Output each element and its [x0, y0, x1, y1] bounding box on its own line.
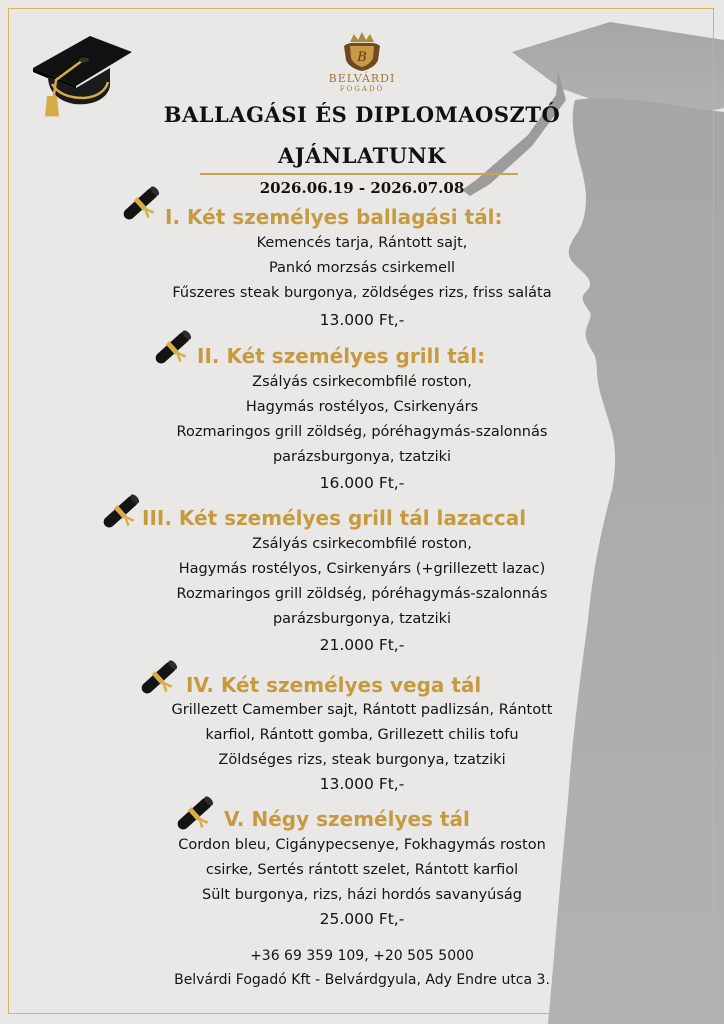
- logo-monogram: B: [357, 50, 367, 65]
- contact-address: Belvárdi Fogadó Kft - Belvárdgyula, Ady Endre utca 3.: [174, 972, 550, 988]
- offer-5-heading: V. Négy személyes tál: [224, 807, 470, 831]
- diploma-scroll-icon: [98, 494, 144, 530]
- offer-3-heading: III. Két személyes grill tál lazaccal: [142, 506, 527, 530]
- offer-4-line-2: karfiol, Rántott gomba, Grillezett chilis tofu: [205, 727, 519, 743]
- date-range: 2026.06.19 - 2026.07.08: [259, 179, 465, 197]
- offer-4-price: 13.000 Ft,-: [319, 775, 405, 793]
- offer-2-heading: II. Két személyes grill tál:: [197, 344, 486, 368]
- brand-name: BELVÁRDI: [328, 72, 396, 85]
- title-line-2: AJÁNLATUNK: [277, 143, 447, 168]
- title-line-1: BALLAGÁSI ÉS DIPLOMAOSZTÓ: [163, 102, 561, 127]
- brand-logo: [312, 28, 412, 94]
- offer-4-line-3: Zöldséges rizs, steak burgonya, tzatziki: [218, 752, 506, 768]
- offer-3-line-3: Rozmaringos grill zöldség, póréhagymás-szalonnás: [176, 586, 548, 602]
- offer-2-line-4: parázsburgonya, tzatziki: [272, 449, 452, 465]
- offer-1-line-3: Fűszeres steak burgonya, zöldséges rizs, friss saláta: [172, 285, 552, 301]
- offer-3-line-2: Hagymás rostélyos, Csirkenyárs (+grillezett lazac): [178, 561, 546, 577]
- offer-5-line-2: csirke, Sertés rántott szelet, Rántott karfiol: [205, 862, 519, 878]
- crest-logo-icon: [340, 28, 384, 72]
- title-divider: [200, 173, 518, 175]
- offer-3-line-4: parázsburgonya, tzatziki: [272, 611, 452, 627]
- offer-2-price: 16.000 Ft,-: [319, 474, 405, 492]
- offer-3-line-1: Zsályás csirkecombfilé roston,: [252, 536, 472, 552]
- offer-5-price: 25.000 Ft,-: [319, 910, 405, 928]
- offer-4-heading: IV. Két személyes vega tál: [186, 673, 482, 697]
- offer-2-line-3: Rozmaringos grill zöldség, póréhagymás-szalonnás: [176, 424, 548, 440]
- offer-3-price: 21.000 Ft,-: [319, 636, 405, 654]
- offer-1-line-1: Kemencés tarja, Rántott sajt,: [256, 235, 468, 251]
- offer-4-line-1: Grillezett Camember sajt, Rántott padlizsán, Rántott: [171, 702, 553, 718]
- offer-1-line-2: Pankó morzsás csirkemell: [268, 260, 456, 276]
- offer-1-heading: I. Két személyes ballagási tál:: [165, 205, 503, 229]
- offer-1-price: 13.000 Ft,-: [319, 311, 405, 329]
- offer-5-line-3: Sült burgonya, rizs, házi hordós savanyúság: [202, 887, 522, 903]
- brand-subtitle: FOGADÓ: [339, 85, 385, 93]
- contact-phones: +36 69 359 109, +20 505 5000: [250, 948, 474, 964]
- diploma-scroll-icon: [172, 796, 218, 832]
- offer-5-line-1: Cordon bleu, Cigánypecsenye, Fokhagymás roston: [178, 837, 546, 853]
- diploma-scroll-icon: [150, 330, 196, 366]
- offer-2-line-2: Hagymás rostélyos, Csirkenyárs: [245, 399, 479, 415]
- diploma-scroll-icon: [136, 660, 182, 696]
- offer-2-line-1: Zsályás csirkecombfilé roston,: [252, 374, 472, 390]
- diploma-scroll-icon: [118, 186, 164, 222]
